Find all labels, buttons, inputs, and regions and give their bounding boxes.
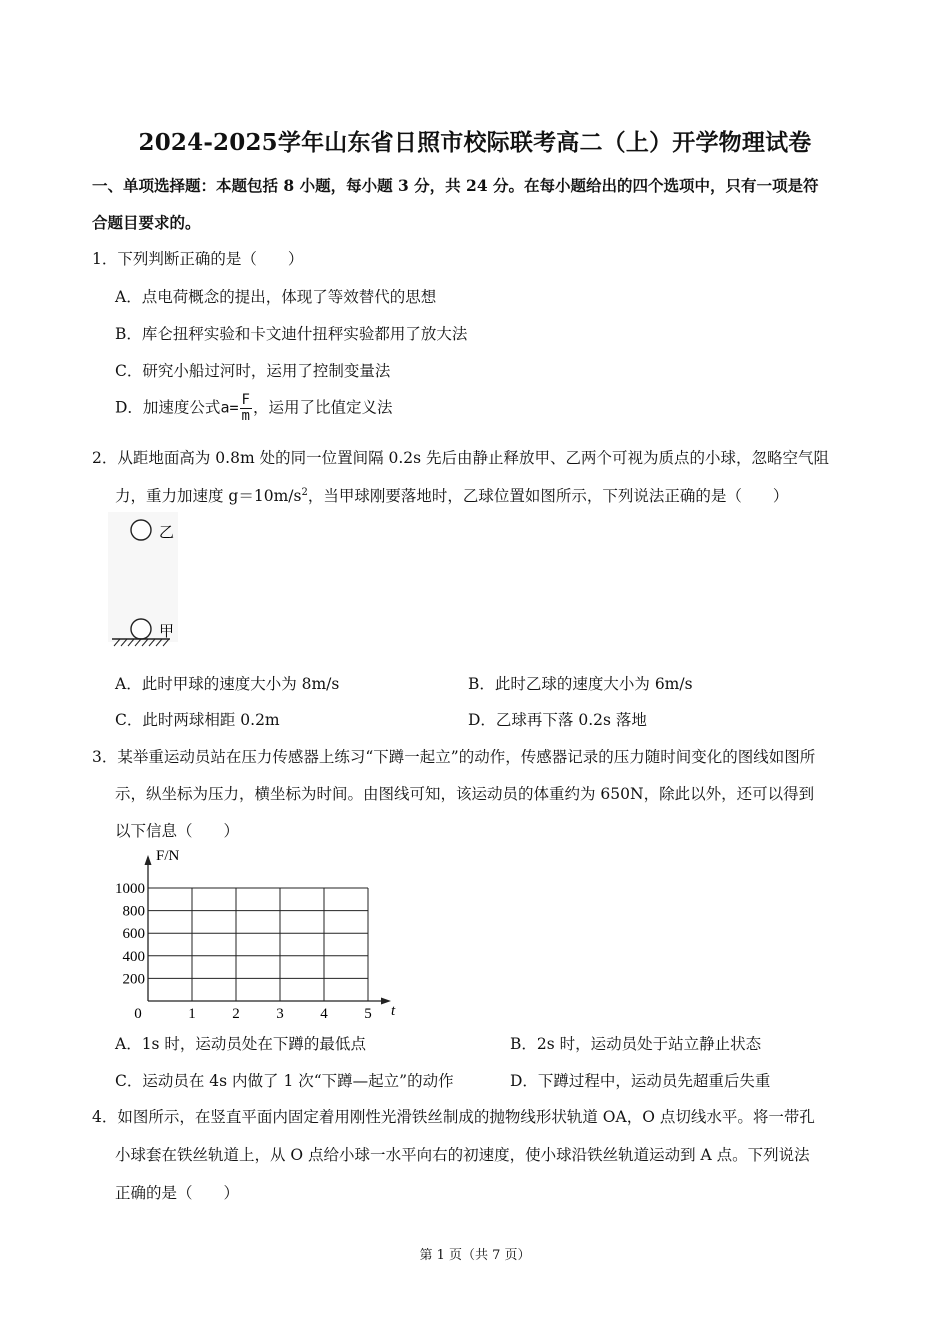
q2-option-d: D．乙球再下落 0.2s 落地 [468,711,647,729]
q1-stem: 1．下列判断正确的是（ ） [92,250,304,268]
y-axis-label: F/N [156,848,180,864]
q3-option-d: D．下蹲过程中，运动员先超重后失重 [510,1072,771,1090]
formula-denominator: m [241,408,250,424]
force-time-chart [100,843,410,1023]
ball-yi [131,520,151,540]
page-footer: 第 1 页（共 7 页） [419,1248,531,1263]
y-axis-arrow [145,855,152,865]
q3-option-b: B．2s 时，运动员处于站立静止状态 [510,1035,762,1053]
x-tick-label: 0 [134,1006,142,1022]
q2-option-c: C．此时两球相距 0.2m [115,711,280,729]
x-tick-label: 1 [188,1006,196,1022]
y-tick-label: 600 [122,926,145,943]
x-tick-label: 3 [276,1006,284,1022]
chart-axes [145,855,392,1005]
two-balls-figure [108,512,198,652]
section-heading-line1: 一、单项选择题：本题包括 8 小题，每小题 3 分，共 24 分。在每小题给出的四个选项中，只有一项是符 [92,176,819,195]
q2-option-b: B．此时乙球的速度大小为 6m/s [468,675,693,693]
x-tick-label: 5 [364,1006,372,1022]
label-jia: 甲 [159,624,175,640]
q4-stem-line3: 正确的是（ ） [115,1184,240,1202]
label-yi: 乙 [159,525,175,541]
x-axis-label: t [391,1003,396,1019]
q3-stem-line2: 示，纵坐标为压力，横坐标为时间。由图线可知，该运动员的体重约为 650N，除此以外，还可以得到 [115,785,815,803]
ball-jia [131,619,151,639]
q3-stem-line1: 3．某举重运动员站在压力传感器上练习“下蹲一起立”的动作，传感器记录的压力随时间变化的图线如图所 [92,748,816,766]
formula-lhs: a= [220,398,239,417]
q1-option-d-prefix: D．加速度公式 [115,398,221,417]
q3-option-a: A．1s 时，运动员处在下蹲的最低点 [115,1035,366,1053]
chart-grid [148,888,368,1001]
x-tick-label: 4 [320,1006,328,1022]
q1-option-b: B．库仑扭秤实验和卡文迪什扭秤实验都用了放大法 [115,325,468,343]
q2-stem-line2 [115,484,788,506]
y-tick-label: 200 [122,971,145,988]
y-tick-label: 800 [122,903,145,920]
formula-fraction [240,393,252,424]
y-tick-label: 1000 [115,881,145,897]
q2-stem-line2-a: 力，重力加速度 g＝10m/s [115,487,302,505]
x-axis-arrow [381,998,391,1005]
q4-stem-line1: 4．如图所示，在竖直平面内固定着用刚性光滑铁丝制成的抛物线形状轨道 OA，O 点切线水平。将一带孔 [92,1108,815,1126]
section-heading-line2: 合题目要求的。 [92,213,201,232]
q3-stem-line3: 以下信息（ ） [115,822,240,840]
q1-option-d-suffix: ，运用了比值定义法 [252,398,393,417]
q1-option-c: C．研究小船过河时，运用了控制变量法 [115,362,391,380]
q2-stem-line2-b: ，当甲球刚要落地时，乙球位置如图所示，下列说法正确的是（ ） [307,487,789,505]
q3-option-c: C．运动员在 4s 内做了 1 次“下蹲—起立”的动作 [115,1072,454,1090]
q4-stem-line2: 小球套在铁丝轨道上，从 O 点给小球一水平向右的初速度，使小球沿铁丝轨道运动到 A 点。下列说法 [115,1146,810,1164]
q2-stem-line1: 2．从距地面高为 0.8m 处的同一位置间隔 0.2s 先后由静止释放甲、乙两个可视为质点的小球，忽略空气阻 [92,449,830,467]
q1-option-a: A．点电荷概念的提出，体现了等效替代的思想 [115,288,437,306]
q1-option-d [115,393,392,424]
q2-superscript: 2 [301,486,308,498]
formula-numerator: F [241,392,250,408]
page-title: 2024-2025学年山东省日照市校际联考高二（上）开学物理试卷 [138,129,812,156]
y-tick-label: 400 [122,948,145,965]
x-tick-label: 2 [232,1006,240,1022]
q2-option-a: A．此时甲球的速度大小为 8m/s [115,675,340,693]
